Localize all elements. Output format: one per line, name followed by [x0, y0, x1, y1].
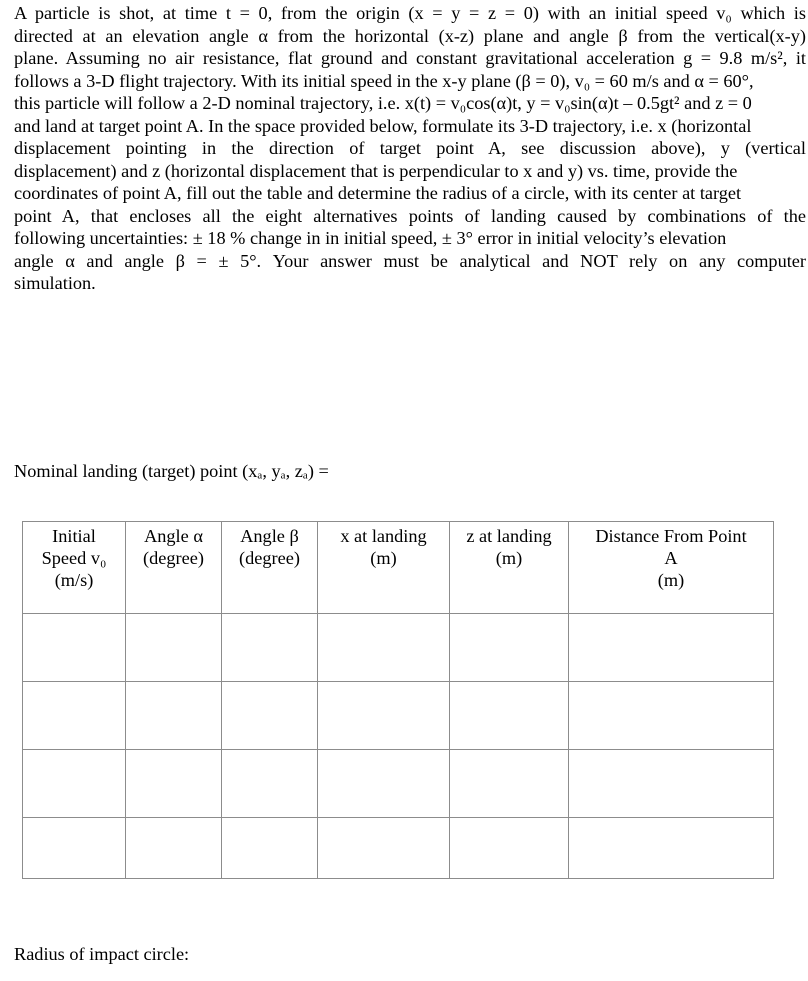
table-header-row	[23, 522, 774, 614]
header-line: Angle β	[240, 526, 299, 546]
table-cell[interactable]	[569, 682, 774, 750]
header-line: (m)	[495, 548, 523, 568]
header-x-at-landing	[318, 522, 450, 614]
header-line: Speed v₀	[41, 548, 107, 568]
header-line: (degree)	[239, 548, 300, 568]
header-line: Initial	[52, 526, 96, 546]
nominal-landing-prompt: Nominal landing (target) point (xₐ, yₐ, zₐ) =	[14, 461, 329, 481]
table-cell[interactable]	[569, 818, 774, 879]
table-cell[interactable]	[318, 818, 450, 879]
header-line: x at landing	[340, 526, 427, 546]
table-cell[interactable]	[23, 818, 126, 879]
header-line: Angle α	[144, 526, 203, 546]
table-cell[interactable]	[569, 614, 774, 682]
header-line: A	[664, 548, 678, 568]
table-cell[interactable]	[450, 682, 569, 750]
table-row	[23, 818, 774, 879]
table-cell[interactable]	[222, 614, 318, 682]
problem-line: coordinates of point A, fill out the table and determine the radius of a circle, with its center at target	[14, 183, 742, 203]
problem-line: plane. Assuming no air resistance, flat ground and constant gravitational acceleration g = 9.8 m/s², it	[14, 48, 806, 68]
table-row	[23, 750, 774, 818]
problem-line: follows a 3-D flight trajectory. With its initial speed in the x-y plane (β = 0), v₀ = 60 m/s and α = 60°,	[14, 70, 754, 91]
table-cell[interactable]	[126, 682, 222, 750]
problem-statement	[14, 2, 808, 295]
table-cell[interactable]	[23, 682, 126, 750]
table-cell[interactable]	[222, 682, 318, 750]
table-cell[interactable]	[450, 614, 569, 682]
problem-line: angle α and angle β = ± 5°. Your answer must be analytical and NOT rely on any computer	[14, 250, 806, 271]
landing-table	[22, 521, 774, 879]
problem-line: simulation.	[14, 273, 96, 293]
table-row	[23, 614, 774, 682]
table-cell[interactable]	[222, 818, 318, 879]
problem-line: this particle will follow a 2-D nominal trajectory, i.e. x(t) = v₀cos(α)t, y = v₀sin(α)t – 0.5gt² and z = 0	[14, 93, 752, 113]
problem-line: displacement pointing in the direction of target point A, see discussion above), y (vertical	[14, 138, 806, 158]
table-cell[interactable]	[450, 818, 569, 879]
header-line: z at landing	[466, 526, 552, 546]
problem-line: directed at an elevation angle α from the horizontal (x-z) plane and angle β from the vertical(x-y)	[14, 25, 806, 46]
header-initial-speed	[23, 522, 126, 614]
table-cell[interactable]	[222, 750, 318, 818]
header-line: (degree)	[143, 548, 204, 568]
problem-line: point A, that encloses all the eight alternatives points of landing caused by combinations of the	[14, 205, 806, 226]
radius-prompt: Radius of impact circle:	[14, 944, 190, 964]
table-cell[interactable]	[126, 750, 222, 818]
problem-line: and land at target point A. In the space provided below, formulate its 3-D trajectory, i.e. x (horizontal	[14, 115, 752, 136]
table-cell[interactable]	[126, 614, 222, 682]
header-angle-alpha	[126, 522, 222, 614]
table-cell[interactable]	[126, 818, 222, 879]
table-cell[interactable]	[23, 614, 126, 682]
problem-line: following uncertainties: ± 18 % change in in initial speed, ± 3° error in initial velocity’s elevation	[14, 228, 727, 248]
header-distance-from-a	[569, 522, 774, 614]
header-angle-beta	[222, 522, 318, 614]
table-cell[interactable]	[318, 614, 450, 682]
header-line: (m/s)	[54, 570, 94, 590]
table-cell[interactable]	[450, 750, 569, 818]
problem-line: displacement) and z (horizontal displacement that is perpendicular to x and y) vs. time, provide the	[14, 160, 738, 181]
header-line: (m)	[370, 548, 397, 568]
table-cell[interactable]	[23, 750, 126, 818]
table-row	[23, 682, 774, 750]
problem-line: A particle is shot, at time t = 0, from the origin (x = y = z = 0) with an initial speed v₀ which is	[14, 3, 806, 23]
header-line: Distance From Point	[595, 526, 747, 546]
header-line: (m)	[657, 570, 685, 590]
table-cell[interactable]	[318, 750, 450, 818]
header-z-at-landing	[450, 522, 569, 614]
table-cell[interactable]	[569, 750, 774, 818]
table-cell[interactable]	[318, 682, 450, 750]
